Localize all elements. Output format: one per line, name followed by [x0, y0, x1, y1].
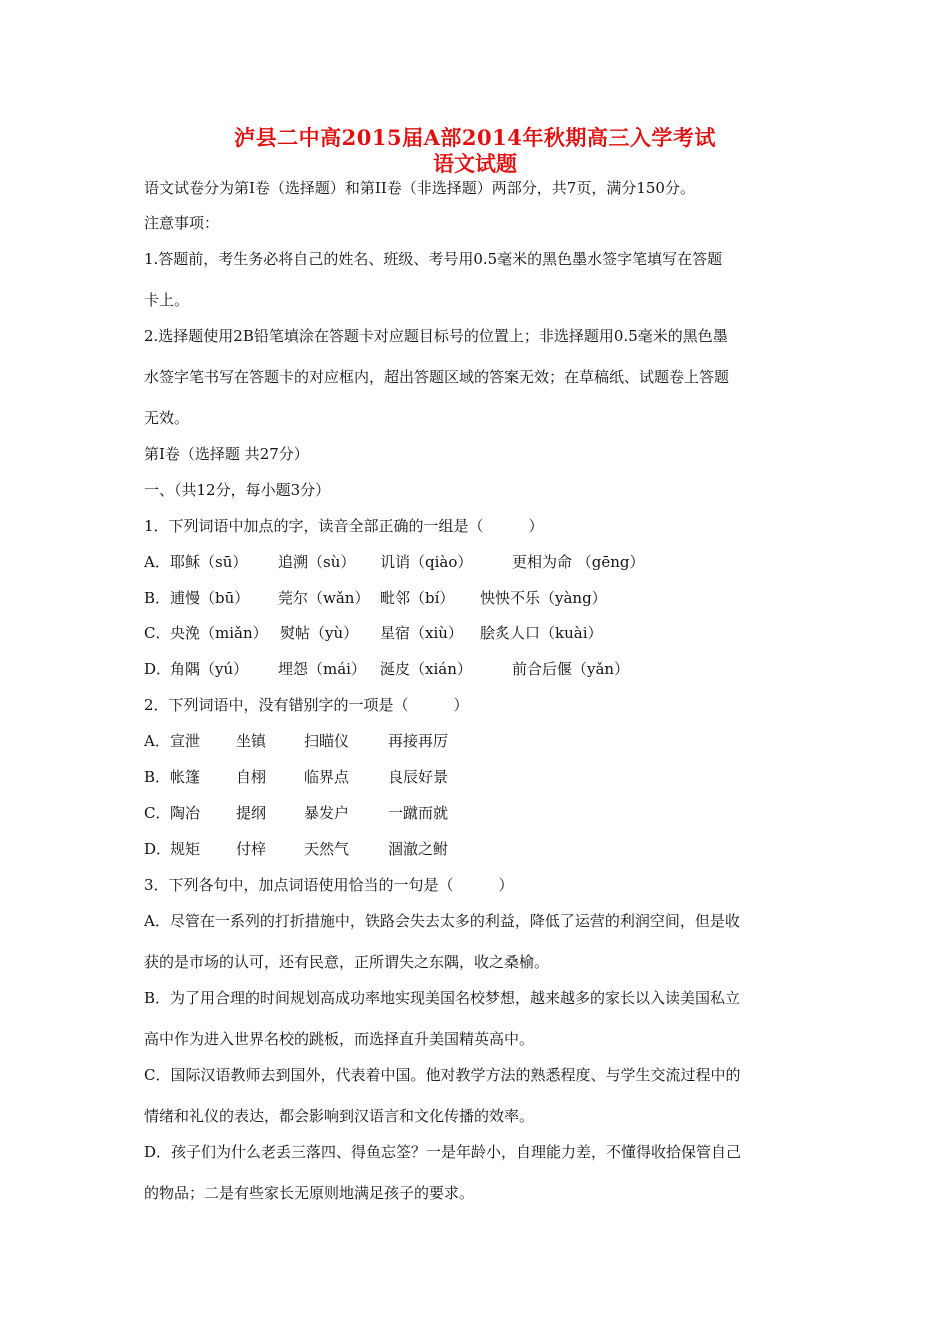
q2-option-item: 陶冶: [170, 804, 201, 822]
section-heading: 第Ⅰ卷（选择题 共27分）: [144, 445, 309, 463]
q1-option-item: 追溯（sù）: [278, 553, 356, 571]
q2-option-item: 良辰好景: [388, 768, 449, 786]
notice-heading: 注意事项：: [144, 214, 220, 232]
q2-option-item: 帐篷: [170, 768, 201, 786]
q1-option-label: B．: [144, 589, 171, 607]
q3-option-d: D．孩子们为什么老丢三落四、得鱼忘筌？一是年龄小，自理能力差，不懂得收拾保管自己: [144, 1143, 742, 1161]
q3-option-b: B．为了用合理的时间规划高成功率地实现美国名校梦想，越来越多的家长以入读美国私立: [144, 989, 741, 1007]
question-1-stem: 1．下列词语中加点的字，读音全部正确的一组是（ ）: [144, 517, 544, 535]
q1-option-item: 讥诮（qiào）: [380, 553, 473, 571]
q2-option-item: 再接再厉: [388, 732, 449, 750]
q1-option-label: C．: [144, 624, 171, 642]
q2-option-label: D．: [144, 840, 172, 858]
document-subtitle: 语文试题: [433, 151, 517, 176]
q1-option-item: 熨帖（yù）: [280, 624, 359, 642]
q2-option-item: 付梓: [236, 840, 267, 858]
q3-option-a: A．尽管在一系列的打折措施中，铁路会失去太多的利益，降低了运营的利润空间，但是收: [144, 912, 740, 930]
part-heading: 一、（共12分，每小题3分）: [144, 481, 331, 499]
q1-option-item: 涎皮（xián）: [380, 660, 472, 678]
notice-item-1: 1.答题前，考生务必将自己的姓名、班级、考号用0.5毫米的黑色墨水签字笔填写在答题: [144, 250, 723, 268]
q1-option-item: 毗邻（bí）: [380, 589, 455, 607]
q1-option-item: 脍炙人口（kuài）: [480, 624, 603, 642]
q1-option-item: 更相为命 （gēng）: [512, 553, 645, 571]
q1-option-item: 怏怏不乐（yàng）: [480, 589, 607, 607]
q2-option-item: 一蹴而就: [388, 804, 449, 822]
q3-option-c: C．国际汉语教师去到国外，代表着中国。他对教学方法的熟悉程度、与学生交流过程中的: [144, 1066, 741, 1084]
q1-option-item: 央浼（miǎn）: [170, 624, 268, 642]
q2-option-item: 坐镇: [236, 732, 267, 750]
notice-item-2-end: 无效。: [144, 409, 190, 427]
q1-option-item: 前合后偃（yǎn）: [512, 660, 630, 678]
q2-option-item: 自栩: [236, 768, 267, 786]
notice-item-1-cont: 卡上。: [144, 291, 190, 309]
q1-option-item: 逋慢（bū）: [170, 589, 250, 607]
notice-item-2-cont: 水签字笔书写在答题卡的对应框内，超出答题区域的答案无效；在草稿纸、试题卷上答题: [144, 368, 730, 386]
notice-item-2: 2.选择题使用2B铅笔填涂在答题卡对应题目标号的位置上；非选择题用0.5毫米的黑色墨: [144, 327, 728, 345]
q2-option-item: 扫瞄仪: [304, 732, 350, 750]
q3-option-a-cont: 获的是市场的认可，还有民意，正所谓失之东隅，收之桑榆。: [144, 953, 550, 971]
q1-option-label: A．: [144, 553, 170, 571]
q1-option-item: 埋怨（mái）: [278, 660, 366, 678]
question-3-stem: 3．下列各句中，加点词语使用恰当的一句是（ ）: [144, 876, 514, 894]
question-2-stem: 2．下列词语中，没有错别字的一项是（ ）: [144, 696, 469, 714]
q2-option-item: 宣泄: [170, 732, 201, 750]
q1-option-item: 莞尔（wǎn）: [278, 589, 370, 607]
q3-option-c-cont: 情绪和礼仪的表达，都会影响到汉语言和文化传播的效率。: [144, 1107, 535, 1125]
q2-option-item: 涸澈之鲋: [388, 840, 449, 858]
q2-option-label: A．: [144, 732, 170, 750]
document-title: 泸县二中高2015届A部2014年秋期高三入学考试: [234, 125, 716, 150]
q3-option-b-cont: 高中作为进入世界名校的跳板，而选择直升美国精英高中。: [144, 1030, 535, 1048]
q2-option-item: 天然气: [304, 840, 350, 858]
q1-option-item: 星宿（xiù）: [380, 624, 463, 642]
q2-option-item: 暴发户: [304, 804, 350, 822]
q3-option-d-cont: 的物品；二是有些家长无原则地满足孩子的要求。: [144, 1184, 475, 1202]
q2-option-item: 提纲: [236, 804, 267, 822]
q1-option-item: 角隅（yú）: [170, 660, 249, 678]
q2-option-label: B．: [144, 768, 171, 786]
intro-text: 语文试卷分为第Ⅰ卷（选择题）和第II卷（非选择题）两部分，共7页，满分150分。: [144, 179, 695, 197]
q2-option-item: 临界点: [304, 768, 350, 786]
q1-option-label: D．: [144, 660, 172, 678]
q1-option-item: 耶稣（sū）: [170, 553, 248, 571]
q2-option-label: C．: [144, 804, 171, 822]
q2-option-item: 规矩: [170, 840, 201, 858]
